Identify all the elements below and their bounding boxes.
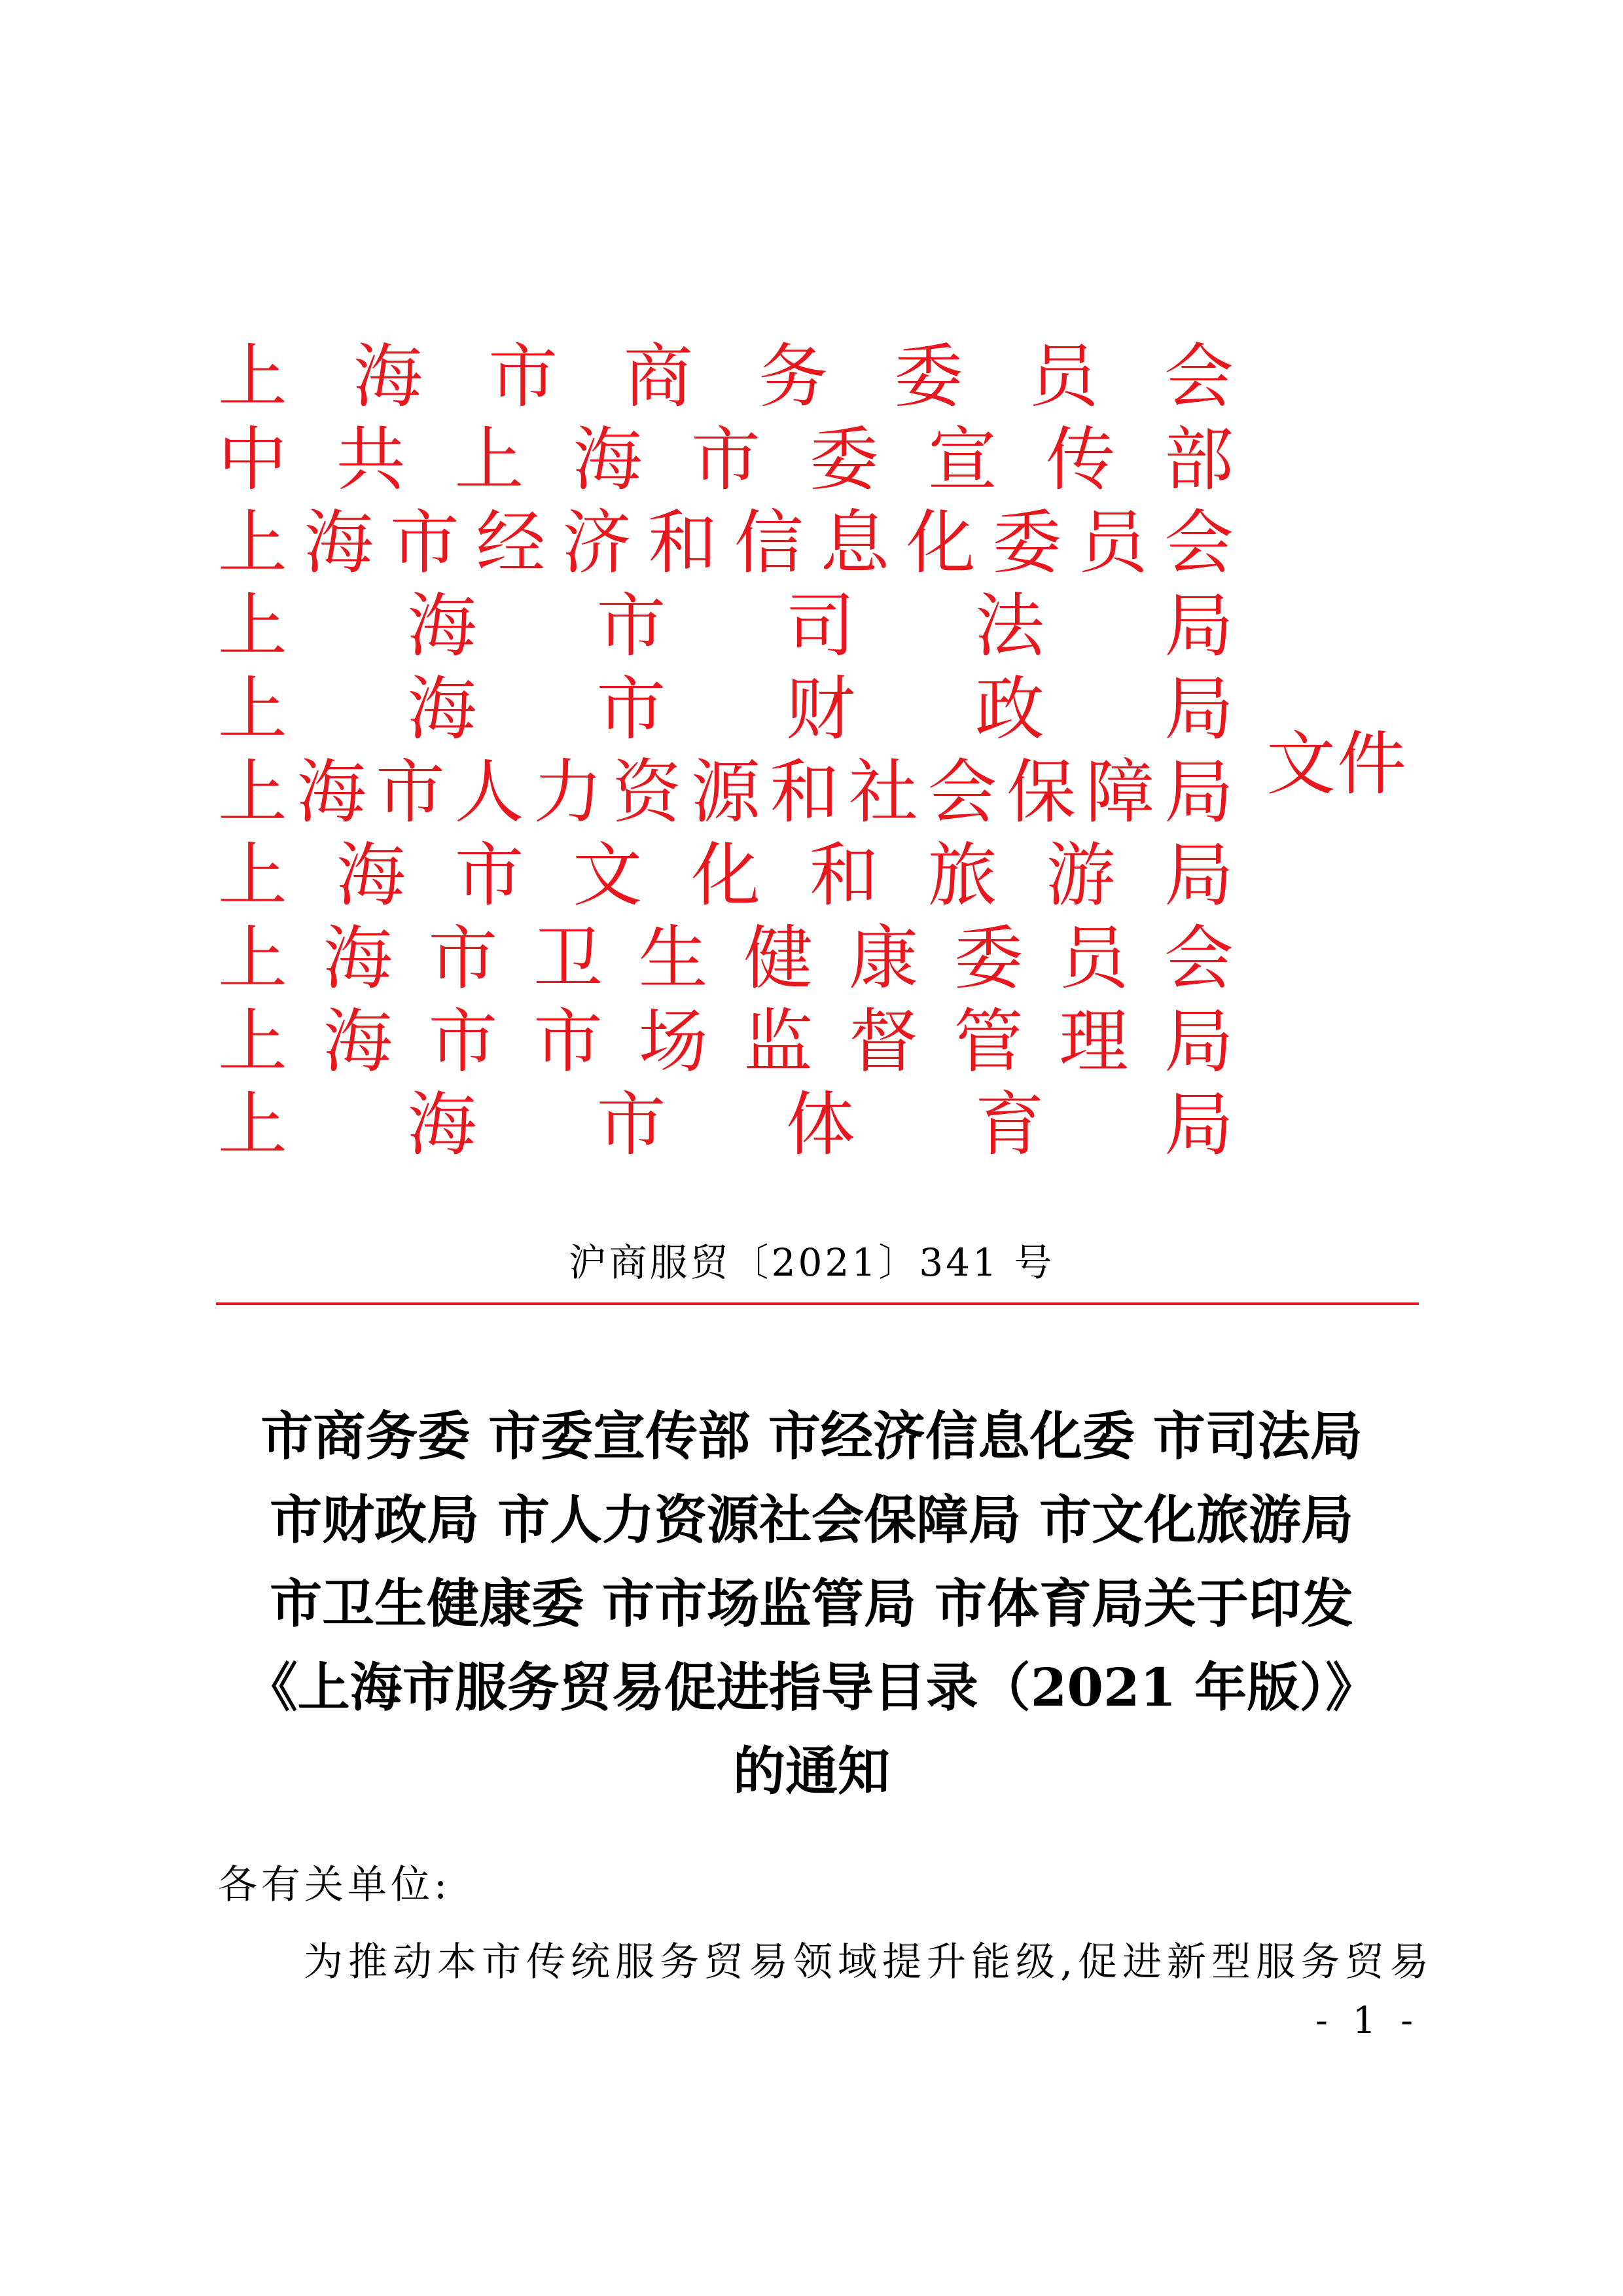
issuer-char: 上 — [218, 586, 287, 666]
salutation: 各有关单位: — [218, 1862, 452, 1908]
issuer-char: 监 — [743, 1001, 813, 1082]
issuer-char: 中 — [218, 420, 287, 500]
title-line: 《上海市服务贸易促进指导目录（2021 年版）》 — [245, 1657, 1378, 1718]
issuer-char: 海 — [323, 1001, 393, 1082]
issuer-char: 化 — [691, 835, 760, 916]
red-divider — [216, 1302, 1419, 1305]
title-line: 市财政局 市人力资源社会保障局 市文化旅游局 — [270, 1489, 1353, 1551]
issuer-block — [218, 335, 1234, 1166]
issuer-char: 育 — [974, 1085, 1044, 1165]
issuer-line — [218, 917, 1234, 1000]
issuer-char: 财 — [785, 669, 855, 749]
page-number: - 1 - — [1315, 2000, 1420, 2042]
issuer-line — [218, 584, 1234, 668]
issuer-char: 市 — [376, 752, 445, 833]
issuer-char: 海 — [407, 1085, 477, 1165]
issuer-char: 障 — [1085, 752, 1155, 833]
issuer-char: 市 — [533, 1001, 603, 1082]
issuer-char: 上 — [218, 669, 287, 749]
issuer-line — [218, 501, 1234, 584]
issuer-char: 游 — [1046, 835, 1116, 916]
title-line: 市商务委 市委宣传部 市经济信息化委 市司法局 — [260, 1405, 1363, 1467]
issuer-char: 经 — [476, 503, 546, 583]
document-title — [183, 1394, 1440, 1813]
issuer-char: 健 — [743, 918, 813, 999]
title-line: 市卫生健康委 市市场监管局 市体育局关于印发 — [270, 1573, 1353, 1634]
issuer-char: 共 — [336, 420, 406, 500]
issuer-char: 保 — [1007, 752, 1076, 833]
issuer-char: 市 — [428, 1001, 498, 1082]
issuer-char: 法 — [974, 586, 1044, 666]
issuer-char: 委 — [893, 336, 963, 417]
issuer-line — [218, 335, 1234, 418]
issuer-char: 上 — [218, 918, 287, 999]
issuer-char: 场 — [638, 1001, 708, 1082]
issuer-line — [218, 668, 1234, 751]
issuer-char: 市 — [488, 336, 558, 417]
issuer-char: 局 — [1164, 669, 1234, 749]
issuer-char: 部 — [1164, 420, 1234, 500]
issuer-char: 上 — [218, 752, 287, 833]
issuer-char: 司 — [785, 586, 855, 666]
issuer-char: 务 — [758, 336, 829, 417]
issuer-char: 局 — [1164, 586, 1234, 666]
issuer-char: 和 — [770, 752, 840, 833]
issuer-char: 会 — [1164, 918, 1234, 999]
issuer-char: 局 — [1164, 1001, 1234, 1082]
issuer-char: 海 — [336, 835, 406, 916]
issuer-char: 生 — [638, 918, 708, 999]
issuer-char: 宣 — [927, 420, 997, 500]
issuer-char: 局 — [1164, 752, 1234, 833]
title-line: 的通知 — [733, 1740, 890, 1802]
issuer-char: 息 — [820, 503, 890, 583]
issuer-char: 力 — [533, 752, 603, 833]
issuer-char: 管 — [954, 1001, 1024, 1082]
issuer-char: 会 — [927, 752, 997, 833]
issuer-char: 委 — [992, 503, 1062, 583]
issuer-char: 海 — [407, 586, 477, 666]
issuer-line — [218, 834, 1234, 917]
issuer-line — [218, 1000, 1234, 1083]
issuer-char: 上 — [218, 835, 287, 916]
issuer-char: 员 — [1059, 918, 1129, 999]
issuer-char: 体 — [785, 1085, 855, 1165]
issuer-char: 传 — [1046, 420, 1116, 500]
issuer-char: 社 — [849, 752, 918, 833]
issuer-char: 市 — [428, 918, 498, 999]
issuer-line — [218, 418, 1234, 501]
issuer-char: 卫 — [533, 918, 603, 999]
issuer-char: 上 — [218, 1085, 287, 1165]
issuer-char: 会 — [1164, 503, 1234, 583]
issuer-char: 局 — [1164, 835, 1234, 916]
document-suffix: 文件 — [1266, 724, 1408, 804]
issuer-char: 康 — [848, 918, 918, 999]
issuer-char: 化 — [906, 503, 976, 583]
issuer-char: 海 — [353, 336, 423, 417]
issuer-char: 市 — [596, 1085, 666, 1165]
issuer-char: 人 — [454, 752, 524, 833]
issuer-char: 海 — [296, 752, 366, 833]
body-paragraph: 为推动本市传统服务贸易领域提升能级,促进新型服务贸易 — [304, 1939, 1435, 1985]
issuer-char: 资 — [612, 752, 682, 833]
issuer-char: 和 — [648, 503, 718, 583]
issuer-char: 上 — [218, 503, 287, 583]
issuer-char: 局 — [1164, 1085, 1234, 1165]
issuer-char: 济 — [562, 503, 632, 583]
issuer-char: 源 — [691, 752, 760, 833]
issuer-char: 政 — [974, 669, 1044, 749]
issuer-char: 委 — [954, 918, 1024, 999]
issuer-char: 市 — [691, 420, 760, 500]
issuer-char: 海 — [304, 503, 374, 583]
issuer-char: 市 — [596, 669, 666, 749]
issuer-char: 信 — [734, 503, 804, 583]
issuer-char: 和 — [809, 835, 879, 916]
issuer-char: 委 — [809, 420, 879, 500]
issuer-char: 员 — [1029, 336, 1099, 417]
issuer-char: 市 — [596, 586, 666, 666]
issuer-char: 督 — [848, 1001, 918, 1082]
issuer-char: 上 — [218, 1001, 287, 1082]
issuer-line — [218, 1083, 1234, 1166]
issuer-char: 海 — [323, 918, 393, 999]
issuer-char: 上 — [454, 420, 524, 500]
issuer-char: 会 — [1164, 336, 1234, 417]
issuer-char: 商 — [623, 336, 693, 417]
issuer-char: 市 — [454, 835, 524, 916]
issuer-line — [218, 751, 1234, 834]
issuer-char: 文 — [573, 835, 643, 916]
issuer-char: 海 — [573, 420, 643, 500]
issuer-char: 员 — [1078, 503, 1148, 583]
issuer-char: 上 — [218, 336, 287, 417]
issuer-char: 旅 — [927, 835, 997, 916]
issuer-char: 市 — [389, 503, 459, 583]
document-number: 沪商服贸〔2021〕341 号 — [568, 1240, 1055, 1285]
issuer-char: 理 — [1059, 1001, 1129, 1082]
issuer-char: 海 — [407, 669, 477, 749]
